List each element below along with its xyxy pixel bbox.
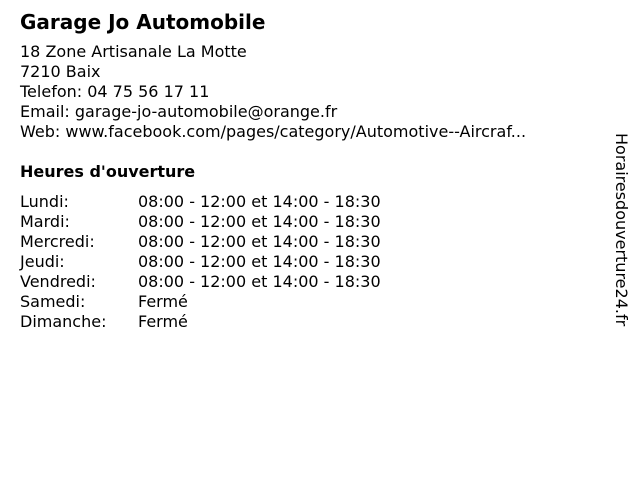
day-label: Samedi: (20, 292, 86, 311)
email-row (20, 102, 600, 122)
hours-table (20, 192, 381, 332)
address-street: 18 Zone Artisanale La Motte (20, 42, 247, 61)
day-hours: Fermé (138, 312, 188, 331)
email-link[interactable]: garage-jo-automobile@orange.fr (74, 102, 338, 121)
web-label: Web: (20, 122, 61, 141)
day-label: Mercredi: (20, 232, 95, 251)
day-label: Mardi: (20, 212, 70, 231)
web-row (20, 122, 600, 142)
email-label: Email: (20, 102, 70, 121)
hours-row-tuesday (20, 212, 381, 232)
web-link[interactable]: www.facebook.com/pages/category/Automotive--Aircraf... (65, 122, 527, 141)
phone-label: Telefon: (20, 82, 83, 101)
day-hours: 08:00 - 12:00 et 14:00 - 18:30 (138, 232, 381, 251)
hours-row-friday (20, 272, 381, 292)
hours-row-saturday (20, 292, 381, 312)
day-hours: 08:00 - 12:00 et 14:00 - 18:30 (138, 252, 381, 271)
brand-watermark: Horairesdouverture24.fr (612, 133, 631, 327)
day-label: Dimanche: (20, 312, 107, 331)
phone-row (20, 82, 600, 102)
hours-row-wednesday (20, 232, 381, 252)
hours-row-thursday (20, 252, 381, 272)
day-hours: 08:00 - 12:00 et 14:00 - 18:30 (138, 212, 381, 231)
day-label: Jeudi: (20, 252, 65, 271)
day-label: Lundi: (20, 192, 69, 211)
hours-row-monday (20, 192, 381, 212)
address-city: 7210 Baix (20, 62, 101, 81)
phone-link[interactable]: 04 75 56 17 11 (87, 82, 210, 101)
day-hours: Fermé (138, 292, 188, 311)
day-hours: 08:00 - 12:00 et 14:00 - 18:30 (138, 272, 381, 291)
business-name: Garage Jo Automobile (20, 10, 266, 34)
business-card (20, 10, 600, 332)
hours-title: Heures d'ouverture (20, 162, 196, 181)
day-hours: 08:00 - 12:00 et 14:00 - 18:30 (138, 192, 381, 211)
hours-row-sunday (20, 312, 381, 332)
day-label: Vendredi: (20, 272, 96, 291)
